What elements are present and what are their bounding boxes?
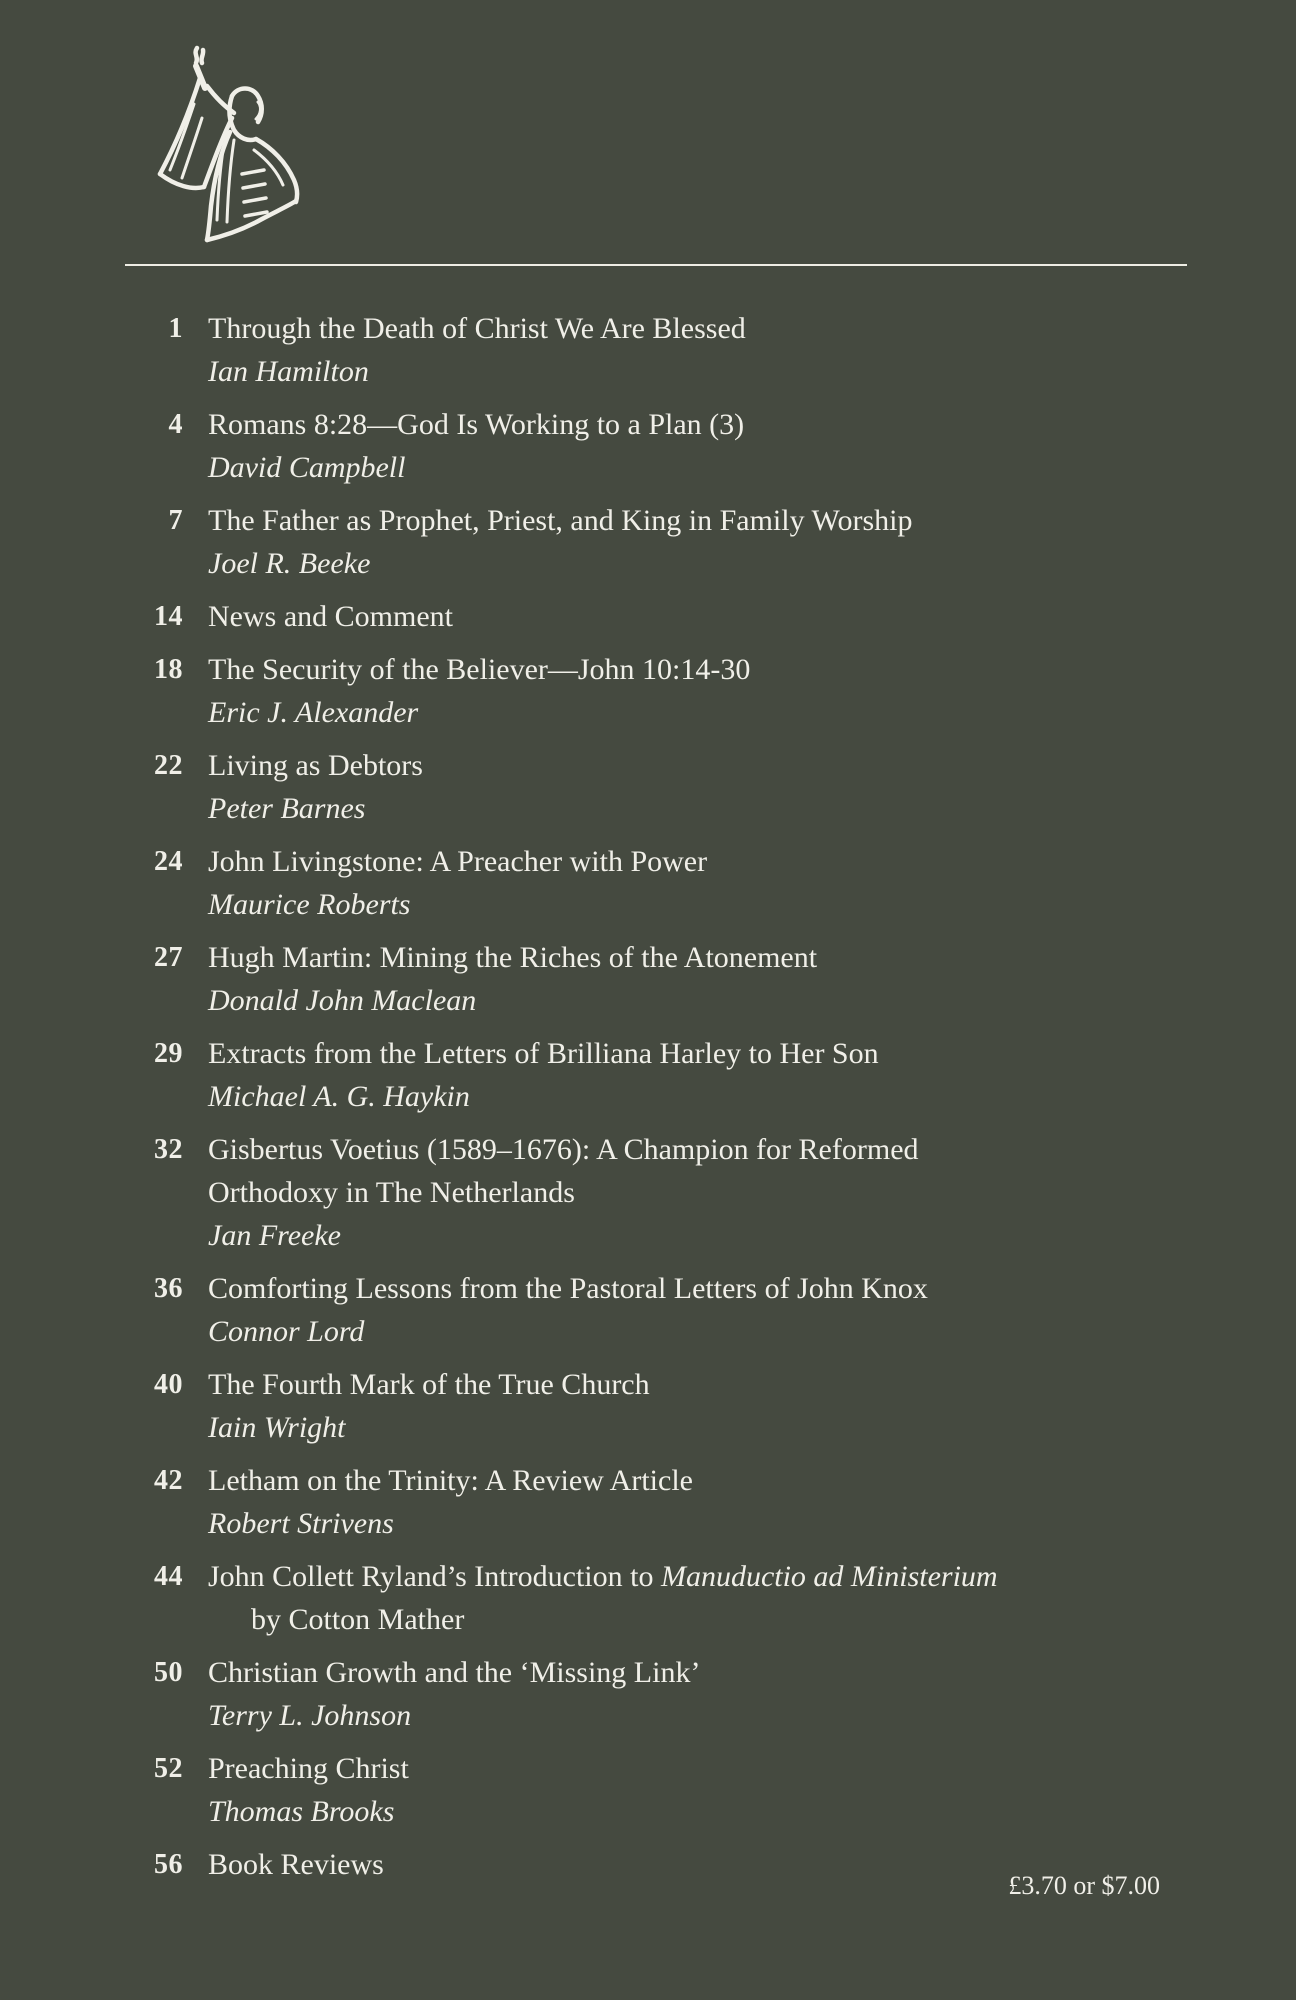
page-number: 32 xyxy=(154,1134,183,1165)
toc-item xyxy=(125,403,1245,489)
article-title: Through the Death of Christ We Are Blessed xyxy=(208,312,746,345)
page-number: 18 xyxy=(154,654,183,685)
toc-item xyxy=(125,1555,1245,1641)
article-author: Ian Hamilton xyxy=(208,355,369,388)
article-title: Hugh Martin: Mining the Riches of the Atonement xyxy=(208,941,818,974)
page-number: 29 xyxy=(154,1038,183,1069)
toc-item xyxy=(125,595,1245,638)
article-author: Peter Barnes xyxy=(208,792,366,825)
page-number: 36 xyxy=(154,1273,183,1304)
toc-item xyxy=(125,744,1245,830)
toc-item xyxy=(125,648,1245,734)
article-title: Letham on the Trinity: A Review Article xyxy=(208,1464,693,1497)
page-number: 1 xyxy=(168,313,183,344)
toc-item xyxy=(125,840,1245,926)
toc-item xyxy=(125,1128,1245,1257)
toc-item xyxy=(125,1747,1245,1833)
page-number: 27 xyxy=(154,942,183,973)
article-title: The Security of the Believer—John 10:14-30 xyxy=(208,653,751,686)
price-label: £3.70 or $7.00 xyxy=(1008,1871,1160,1900)
page-number: 50 xyxy=(154,1657,183,1688)
page-number: 56 xyxy=(154,1849,183,1880)
toc-item xyxy=(125,1032,1245,1118)
page-number: 52 xyxy=(154,1753,183,1784)
article-title: Christian Growth and the ‘Missing Link’ xyxy=(208,1656,701,1689)
article-title: John Collett Ryland’s Introduction to Manuductio ad Ministerium xyxy=(208,1560,998,1593)
toc-item xyxy=(125,936,1245,1022)
article-author: Terry L. Johnson xyxy=(208,1699,412,1732)
article-title: Preaching Christ xyxy=(208,1752,409,1785)
article-author: David Campbell xyxy=(208,451,406,484)
article-title: Living as Debtors xyxy=(208,749,423,782)
toc-item xyxy=(125,1267,1245,1353)
article-author: Joel R. Beeke xyxy=(208,547,371,580)
header-divider xyxy=(125,264,1187,266)
article-author: Connor Lord xyxy=(208,1315,365,1348)
page-number: 24 xyxy=(154,846,183,877)
page-number: 7 xyxy=(168,505,183,536)
toc-item xyxy=(125,1459,1245,1545)
article-title: John Livingstone: A Preacher with Power xyxy=(208,845,708,878)
article-title: Romans 8:28—God Is Working to a Plan (3) xyxy=(208,408,745,441)
table-of-contents xyxy=(125,307,1245,1896)
article-title: The Fourth Mark of the True Church xyxy=(208,1368,650,1401)
article-author: Iain Wright xyxy=(208,1411,346,1444)
article-title: Comforting Lessons from the Pastoral Letters of John Knox xyxy=(208,1272,928,1305)
page-number: 40 xyxy=(154,1369,183,1400)
article-title: Book Reviews xyxy=(208,1848,384,1881)
article-title-line2: by Cotton Mather xyxy=(251,1603,465,1636)
page-number: 22 xyxy=(154,750,183,781)
article-author: Eric J. Alexander xyxy=(208,696,419,729)
article-title-italic-segment: Manuductio ad Ministerium xyxy=(660,1560,998,1593)
article-author: Jan Freeke xyxy=(208,1219,341,1252)
page-number: 14 xyxy=(154,601,183,632)
page-number: 44 xyxy=(154,1561,183,1592)
article-title: Gisbertus Voetius (1589–1676): A Champion for Reformed xyxy=(208,1133,919,1166)
article-author: Michael A. G. Haykin xyxy=(208,1080,470,1113)
banner-figure-logo-icon xyxy=(150,44,300,244)
toc-item xyxy=(125,1363,1245,1449)
article-title-line2: Orthodoxy in The Netherlands xyxy=(208,1176,575,1209)
article-title: Extracts from the Letters of Brilliana Harley to Her Son xyxy=(208,1037,879,1070)
toc-item xyxy=(125,1651,1245,1737)
toc-item xyxy=(125,307,1245,393)
toc-item xyxy=(125,499,1245,585)
article-title: News and Comment xyxy=(208,600,453,633)
article-author: Thomas Brooks xyxy=(208,1795,395,1828)
article-author: Robert Strivens xyxy=(208,1507,394,1540)
page-number: 42 xyxy=(154,1465,183,1496)
article-author: Maurice Roberts xyxy=(208,888,411,921)
page-number: 4 xyxy=(168,409,183,440)
article-title: The Father as Prophet, Priest, and King in Family Worship xyxy=(208,504,913,537)
article-author: Donald John Maclean xyxy=(208,984,477,1017)
